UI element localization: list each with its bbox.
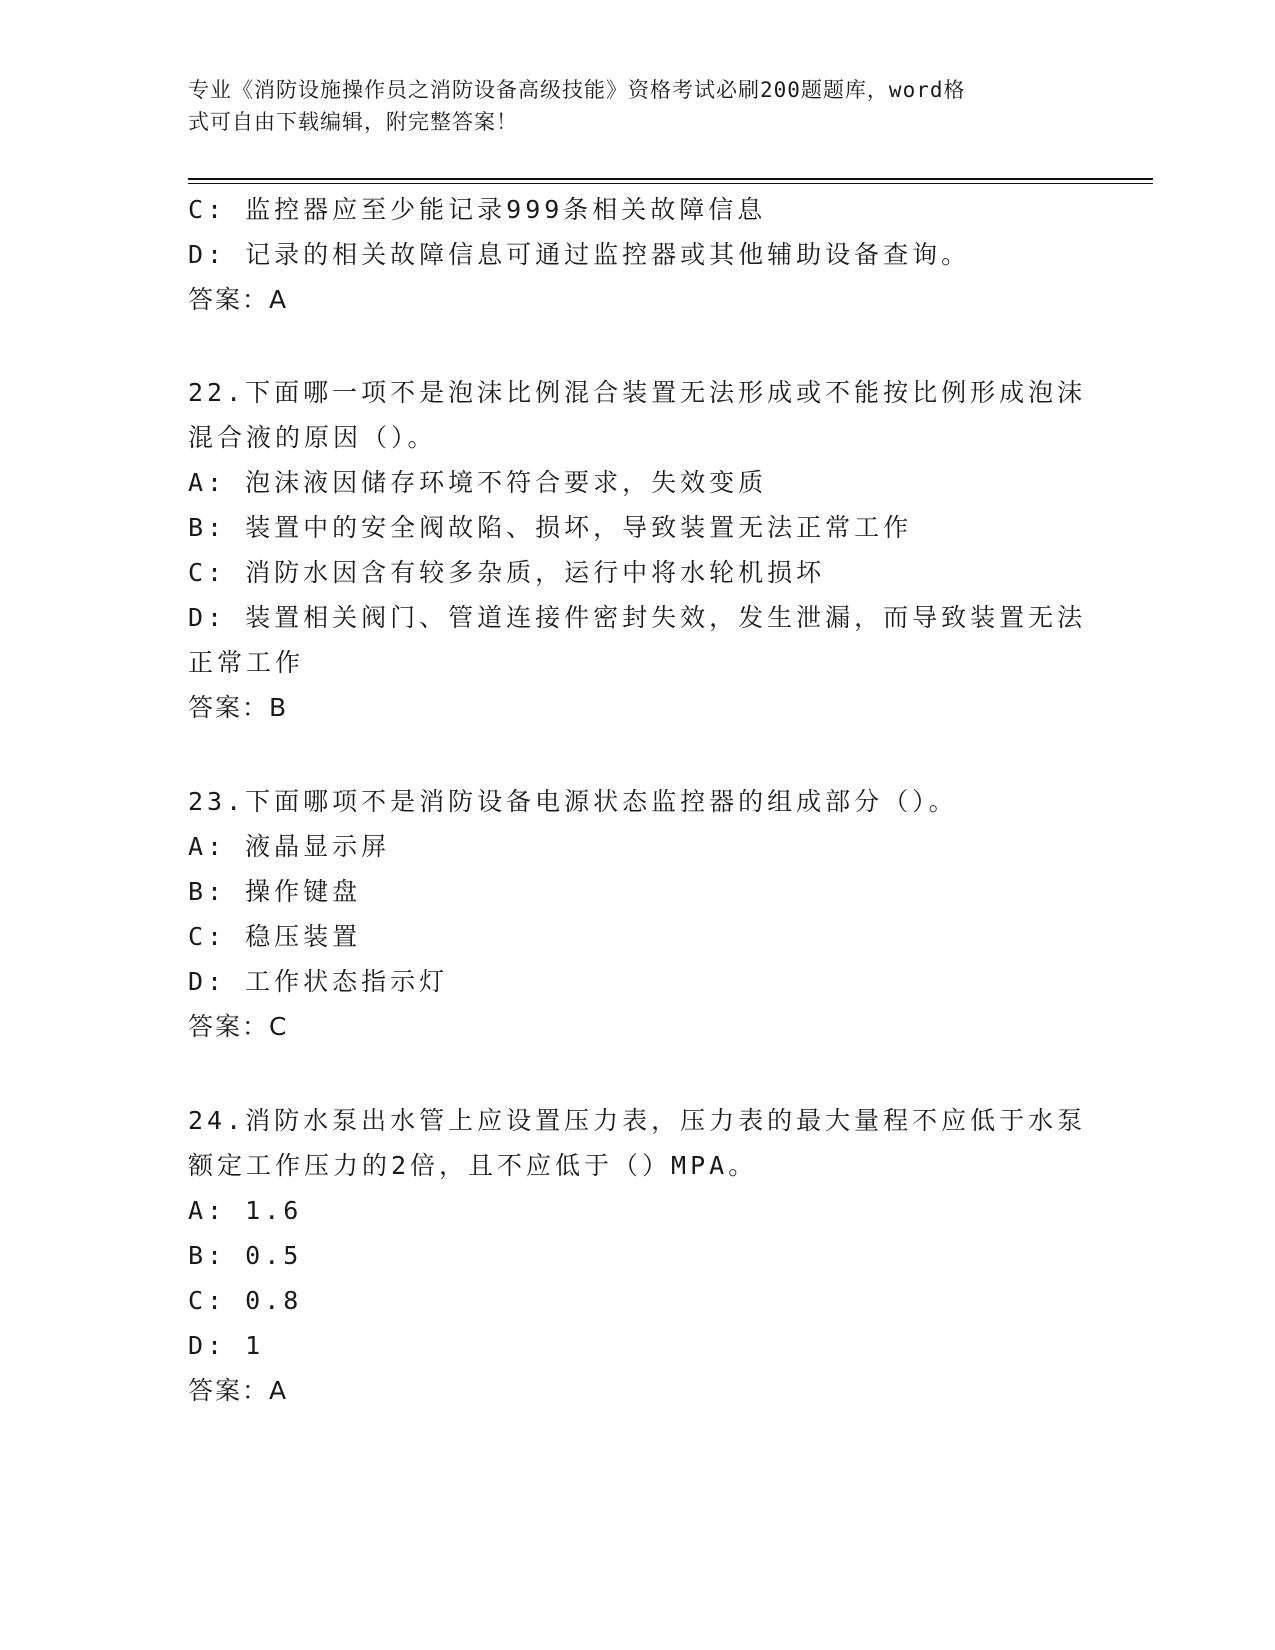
- q22-answer: 答案：B: [188, 693, 289, 722]
- q24-answer: 答案：A: [188, 1376, 289, 1405]
- q21-answer: 答案：A: [188, 285, 289, 314]
- q23-option-c: C: 稳压装置: [188, 922, 362, 951]
- q21-option-c: C: 监控器应至少能记录999条相关故障信息: [188, 195, 767, 224]
- header-line-2: 式可自由下载编辑，附完整答案！: [188, 110, 518, 134]
- q22-option-d-line-2: 正常工作: [188, 648, 305, 677]
- q22-stem-line-1: 22.下面哪一项不是泡沫比例混合装置无法形成或不能按比例形成泡沫: [188, 378, 1087, 407]
- header-divider-thin: [188, 183, 1153, 184]
- q22-option-b: B: 装置中的安全阀故陷、损坏，导致装置无法正常工作: [188, 513, 913, 542]
- q23-answer: 答案：C: [188, 1012, 289, 1041]
- header-line-1: 专业《消防设施操作员之消防设备高级技能》资格考试必刷200题题库，word格: [188, 78, 966, 102]
- q23-option-b: B: 操作键盘: [188, 877, 362, 906]
- q24-option-c: C: 0.8: [188, 1286, 303, 1315]
- q23-stem: 23.下面哪项不是消防设备电源状态监控器的组成部分（）。: [188, 787, 958, 816]
- q22-option-d-line-1: D: 装置相关阀门、管道连接件密封失效，发生泄漏，而导致装置无法: [188, 603, 1087, 632]
- q24-option-a: A: 1.6: [188, 1196, 303, 1225]
- q22-stem-line-2: 混合液的原因（）。: [188, 423, 437, 452]
- header-divider-thick: [188, 178, 1153, 180]
- q22-option-a: A: 泡沫液因储存环境不符合要求，失效变质: [188, 468, 768, 497]
- q23-option-d: D: 工作状态指示灯: [188, 967, 449, 996]
- q24-stem-line-2: 额定工作压力的2倍，且不应低于（）MPA。: [188, 1151, 758, 1180]
- q24-option-b: B: 0.5: [188, 1241, 303, 1270]
- q21-option-d: D: 记录的相关故障信息可通过监控器或其他辅助设备查询。: [188, 240, 971, 269]
- q22-option-c: C: 消防水因含有较多杂质，运行中将水轮机损坏: [188, 558, 826, 587]
- document-header: [188, 74, 1068, 138]
- q24-option-d: D: 1: [188, 1331, 265, 1360]
- q24-stem-line-1: 24.消防水泵出水管上应设置压力表，压力表的最大量程不应低于水泵: [188, 1106, 1087, 1135]
- q23-option-a: A: 液晶显示屏: [188, 832, 391, 861]
